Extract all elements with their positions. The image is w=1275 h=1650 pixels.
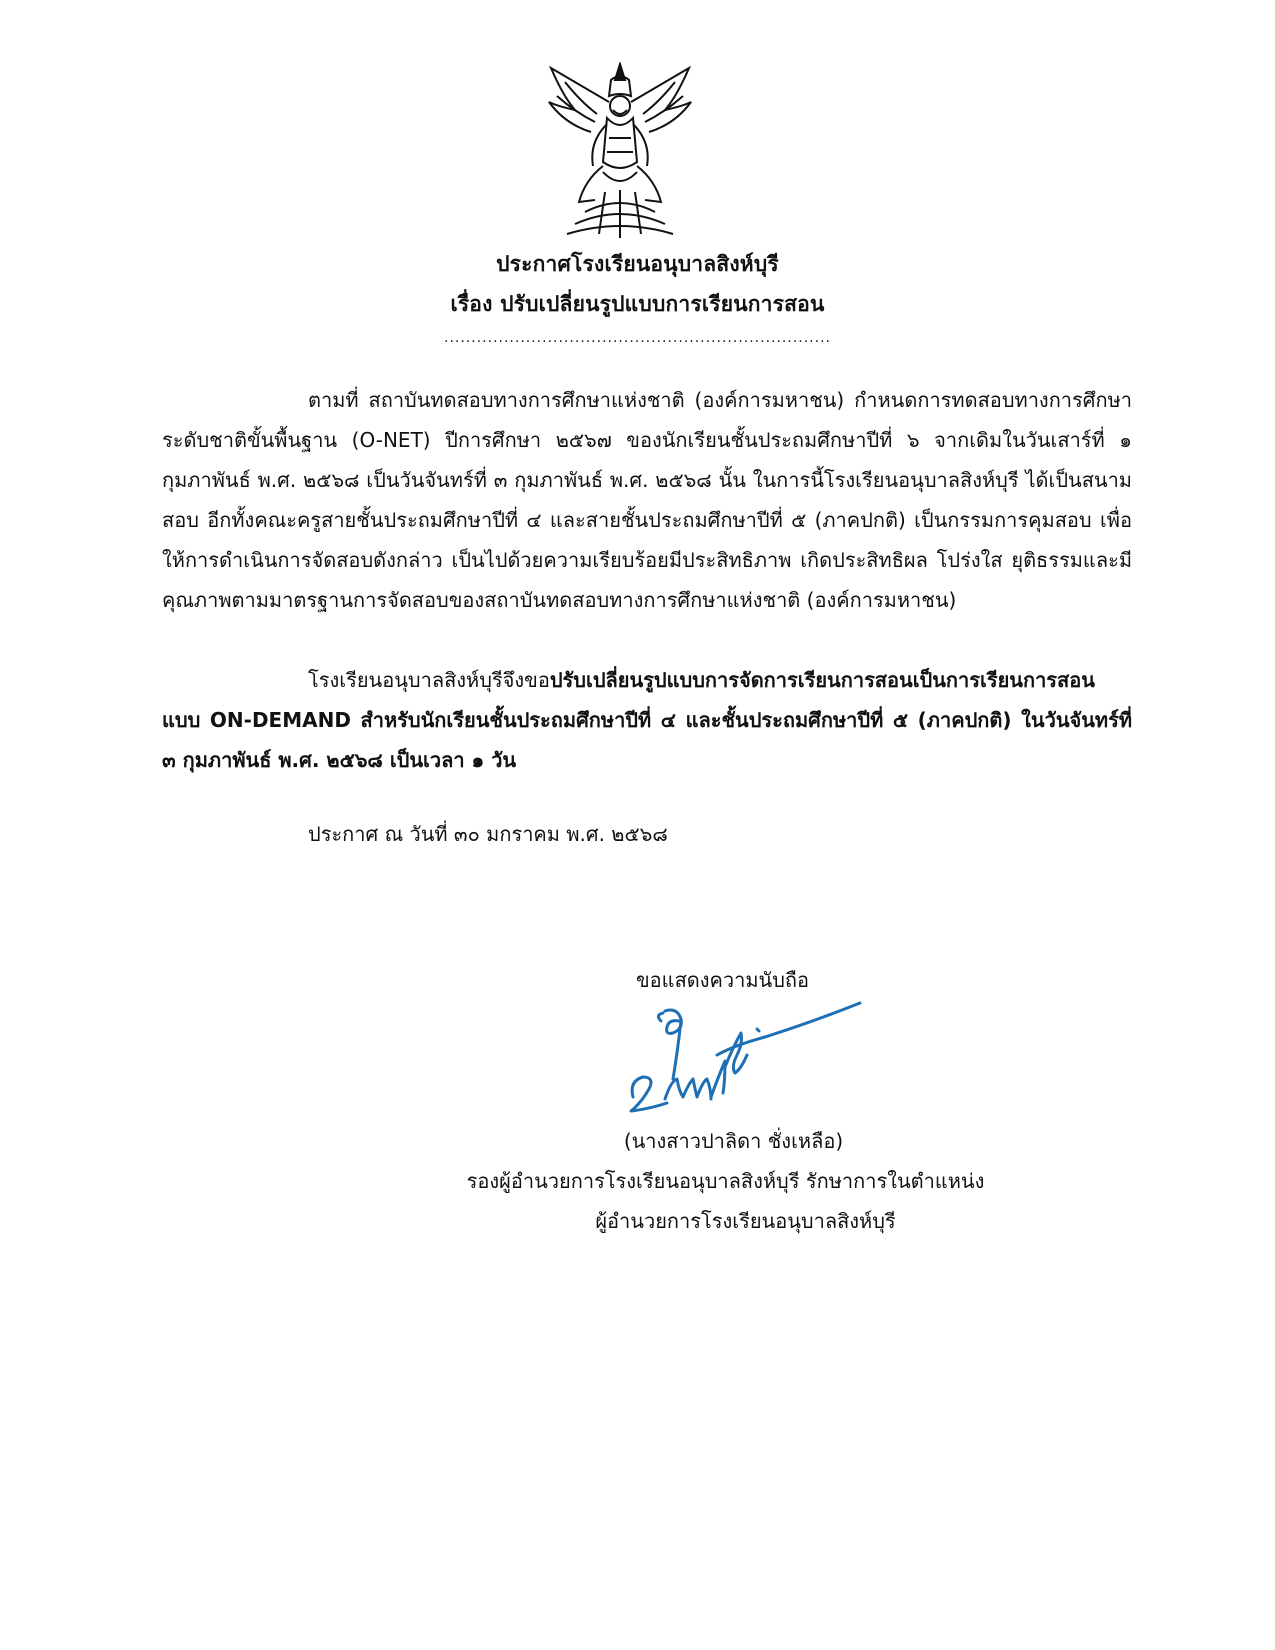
signer-position-line-2: ผู้อำนวยการโรงเรียนอนุบาลสิงห์บุรี: [595, 1209, 896, 1233]
signer-position-line-1: รองผู้อำนวยการโรงเรียนอนุบาลสิงห์บุรี รักษาการในตำแหน่ง: [466, 1169, 985, 1193]
paragraph-2-bold: ปรับเปลี่ยนรูปแบบการจัดการเรียนการสอนเป็นการเรียนการสอนแบบ ON-DEMAND สำหรับนักเรียนชั้นประถมศึกษาปีที่ ๔ และชั้นประถมศึกษาปีที่ ๕ (ภาคปกติ) ในวันจันทร์ที่ ๓ กุมภาพันธ์ พ.ศ. ๒๕๖๘ เป็นเวลา ๑ วัน: [162, 668, 1132, 772]
closing-phrase: ขอแสดงความนับถือ: [636, 968, 810, 992]
body-paragraph-1: ตามที่ สถาบันทดสอบทางการศึกษาแห่งชาติ (องค์การมหาชน) กำหนดการทดสอบทางการศึกษาระดับชาติขั้นพื้นฐาน (O-NET) ปีการศึกษา ๒๕๖๗ ของนักเรียนชั้นประถมศึกษาปีที่ ๖ จากเดิมในวันเสาร์ที่ ๑ กุมภาพันธ์ พ.ศ. ๒๕๖๘ เป็นวันจันทร์ที่ ๓ กุมภาพันธ์ พ.ศ. ๒๕๖๘ นั้น ในการนี้โรงเรียนอนุบาลสิงห์บุรี ได้เป็นสนามสอบ อีกทั้งคณะครูสายชั้นประถมศึกษาปีที่ ๔ และสายชั้นประถมศึกษาปีที่ ๕ (ภาคปกติ) เป็นกรรมการคุมสอบ เพื่อให้การดำเนินการจัดสอบดังกล่าว เป็นไปด้วยความเรียบร้อยมีประสิทธิภาพ เกิดประสิทธิผล โปร่งใส ยุติธรรมและมีคุณภาพตามมาตรฐานการจัดสอบของสถาบันทดสอบทางการศึกษาแห่งชาติ (องค์การมหาชน): [162, 388, 1132, 612]
paragraph-2-lead: โรงเรียนอนุบาลสิงห์บุรีจึงขอ: [308, 668, 550, 692]
handwritten-signature: [625, 985, 895, 1125]
garuda-emblem-icon: [545, 62, 695, 242]
separator-line: .......................................................................: [444, 330, 831, 346]
announcement-subject: เรื่อง ปรับเปลี่ยนรูปแบบการเรียนการสอน: [450, 292, 825, 316]
body-paragraph-2: [162, 660, 1132, 780]
signer-name: (นางสาวปาลิดา ชั่งเหลือ): [623, 1129, 844, 1153]
announcement-title: ประกาศโรงเรียนอนุบาลสิงห์บุรี: [496, 252, 779, 276]
announcement-date: ประกาศ ณ วันที่ ๓๐ มกราคม พ.ศ. ๒๕๖๘: [308, 822, 668, 846]
